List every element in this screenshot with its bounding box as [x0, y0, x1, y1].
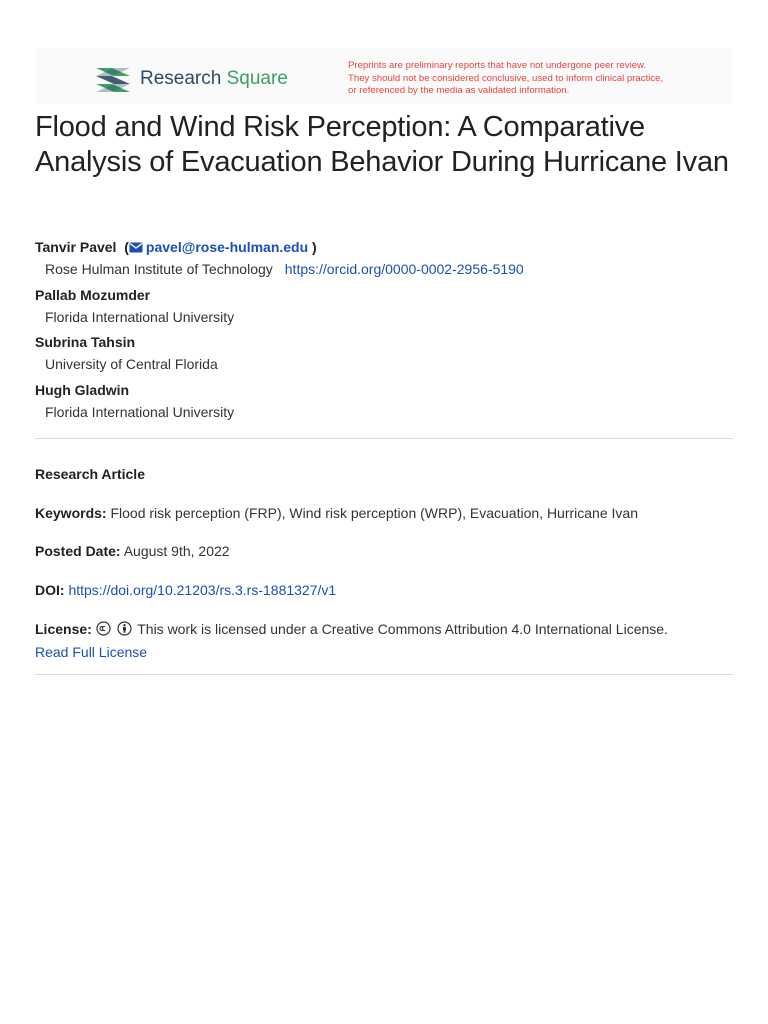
- author-name: Subrina Tahsin: [35, 334, 136, 351]
- author-name-row: [35, 237, 735, 258]
- license-link-row: [35, 641, 735, 663]
- article-type: Research Article: [35, 466, 145, 482]
- section-divider: [35, 438, 733, 439]
- posted-date-value: August 9th, 2022: [123, 543, 230, 559]
- author-email-link[interactable]: [129, 239, 308, 255]
- author-affiliation: University of Central Florida: [45, 356, 218, 373]
- creative-commons-icon: [96, 621, 111, 636]
- envelope-icon: [129, 242, 143, 253]
- logo-word-square: Square: [226, 68, 288, 89]
- doi-label: DOI:: [35, 582, 65, 598]
- research-square-logo[interactable]: [94, 64, 288, 94]
- author-entry: [35, 285, 735, 333]
- keywords-value: Flood risk perception (FRP), Wind risk perception (WRP), Evacuation, Hurricane Ivan: [110, 505, 638, 521]
- preprint-disclaimer: [348, 60, 728, 98]
- author-affiliation: Rose Hulman Institute of Technology: [45, 261, 273, 277]
- disclaimer-line: They should not be considered conclusive, used to inform clinical practice,: [348, 72, 664, 84]
- license-label: License:: [35, 621, 92, 637]
- author-entry: [35, 332, 735, 380]
- author-name: Hugh Gladwin: [35, 382, 130, 399]
- author-name: Pallab Mozumder: [35, 286, 151, 303]
- author-email: pavel@rose-hulman.edu: [145, 239, 309, 255]
- disclaimer-line: Preprints are preliminary reports that have not undergone peer review.: [348, 60, 647, 71]
- research-square-logo-icon: [94, 64, 132, 94]
- read-full-license-link[interactable]: Read Full License: [35, 644, 148, 660]
- disclaimer-line: or referenced by the media as validated information.: [348, 85, 570, 97]
- author-affiliation: Florida International University: [45, 404, 235, 421]
- attribution-icon: [117, 621, 132, 636]
- author-entry: [35, 237, 735, 285]
- keywords-label: Keywords:: [35, 505, 107, 521]
- doi-link[interactable]: https://doi.org/10.21203/rs.3.rs-1881327/v1: [68, 582, 337, 598]
- author-list: [35, 237, 735, 428]
- keywords-row: [35, 502, 735, 524]
- logo-wordmark: [140, 67, 288, 91]
- posted-date-label: Posted Date:: [35, 543, 121, 559]
- email-close-paren: ): [312, 239, 317, 255]
- orcid-link[interactable]: https://orcid.org/0000-0002-2956-5190: [284, 261, 524, 277]
- logo-word-research: Research: [140, 68, 222, 89]
- author-affiliation-row: [35, 258, 735, 280]
- author-entry: [35, 380, 735, 428]
- paper-title: Flood and Wind Risk Perception: A Comparative Analysis of Evacuation Behavior During Hurricane Ivan: [35, 111, 729, 178]
- email-open-paren: (: [124, 239, 129, 255]
- preprint-banner: [36, 48, 732, 104]
- author-name: Tanvir Pavel: [35, 239, 117, 255]
- article-type-row: [35, 463, 735, 485]
- posted-date-row: [35, 540, 735, 562]
- doi-row: [35, 579, 735, 601]
- license-row: [35, 618, 735, 640]
- section-divider: [35, 674, 733, 675]
- license-text: This work is licensed under a Creative Commons Attribution 4.0 International License.: [137, 621, 668, 637]
- author-affiliation: Florida International University: [45, 308, 235, 325]
